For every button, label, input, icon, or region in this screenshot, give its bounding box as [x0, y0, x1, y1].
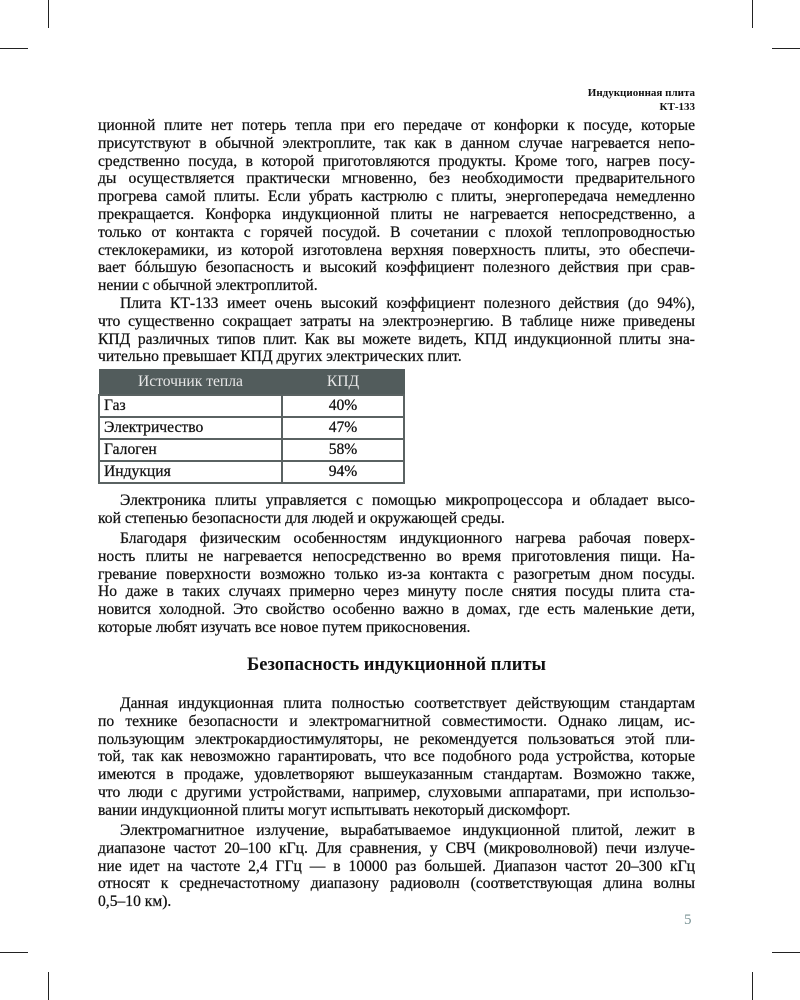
paragraph: [98, 695, 695, 820]
text-line: Благодаря физическим особенностям индукционного нагрева рабочая поверх-: [120, 530, 695, 547]
table-row: [99, 395, 404, 417]
running-header-model: КТ-133: [659, 101, 695, 113]
crop-mark: [772, 952, 800, 953]
cell-source: Индукция: [99, 461, 282, 483]
text-line: кой степенью безопасности для людей и окружающей среды.: [98, 509, 505, 527]
text-line: Данная индукционная плита полностью соответствует действующим стандартам: [120, 695, 695, 712]
text-line: новится холодной. Это свойство особенно важно в домах, где есть маленькие дети,: [98, 601, 695, 619]
text-line: вании индукционной плиты могут испытывать некоторый дискомфорт.: [98, 801, 571, 819]
cell-efficiency: 94%: [282, 461, 404, 483]
cell-source: Электричество: [99, 417, 282, 439]
text-line: ционной плите нет потерь тепла при его передаче от конфорки к посуде, которые: [98, 117, 695, 134]
text-line: имеются в продаже, удовлетворяют вышеуказанным стандартам. Возможно также,: [98, 766, 695, 784]
text-line: Электромагнитное излучение, вырабатываемое индукционной плитой, лежит в: [120, 822, 695, 839]
text-line: стеклокерамики, из которой изготовлена верхняя поверхность плиты, это обеспечи-: [98, 241, 695, 259]
column-header-source: Источник тепла: [99, 370, 282, 396]
text-line: прогрева самой плиты. Если убрать кастрюлю с плиты, энергопередача немедленно: [98, 188, 695, 206]
text-line: КПД различных типов плит. Как вы можете видеть, КПД индукционной плиты зна-: [98, 330, 695, 348]
crop-mark: [0, 952, 28, 953]
efficiency-table: [98, 369, 405, 484]
paragraph: [98, 530, 695, 637]
text-line: вает бóльшую безопасность и высокий коэффициент полезного действия при срав-: [98, 259, 695, 277]
crop-mark: [752, 0, 753, 28]
text-line: что существенно сокращает затраты на электроэнергию. В таблице ниже приведены: [98, 312, 695, 330]
text-line: прекращается. Конфорка индукционной плиты не нагревается непосредственно, а: [98, 205, 695, 223]
text-line: которые любят изучать все новое путем прикосновения.: [98, 618, 471, 636]
paragraph: [98, 492, 695, 528]
cell-efficiency: 58%: [282, 439, 404, 461]
text-line: что люди с другими устройствами, например, слуховыми аппаратами, при использо-: [98, 783, 695, 801]
text-line: средственно посуда, в которой приготовляются продукты. Кроме того, нагрев посу-: [98, 152, 695, 170]
text-line: гревание поверхности возможно только из-за контакта с разогретым дном посуды.: [98, 565, 695, 583]
table-row: [99, 417, 404, 439]
text-line: ды осуществляется практически мгновенно, без необходимости предварительного: [98, 170, 695, 188]
column-header-efficiency: КПД: [282, 370, 404, 396]
text-line: диапазоне частот 20–100 кГц. Для сравнения, у СВЧ (микроволновой) печи излуче-: [98, 839, 695, 857]
section-heading: Безопасность индукционной плиты: [247, 655, 546, 675]
paragraph: [98, 117, 695, 295]
text-line: только от контакта с горячей посудой. В сочетании с плохой теплопроводностью: [98, 223, 695, 241]
text-line: Но даже в таких случаях примерно через минуту после снятия посуды плита ста-: [98, 583, 695, 601]
text-line: Электроника плиты управляется с помощью микропроцессора и обладает высо-: [120, 492, 695, 509]
paragraph: [98, 295, 695, 366]
text-line: ность плиты не нагревается непосредственно во время приготовления пищи. На-: [98, 547, 695, 565]
text-line: по технике безопасности и электромагнитной совместимости. Однако лицам, ис-: [98, 712, 695, 730]
cell-source: Галоген: [99, 439, 282, 461]
text-line: Плита КТ-133 имеет очень высокий коэффициент полезного действия (до 94%),: [120, 295, 695, 312]
table-row: [99, 461, 404, 483]
text-line: нении с обычной электроплитой.: [98, 277, 318, 295]
text-line: пользующим электрокардиостимуляторы, не рекомендуется пользоваться этой пли-: [98, 730, 695, 748]
crop-mark: [0, 48, 28, 49]
text-line: ние идет на частоте 2,4 ГГц — в 10000 раз большей. Диапазон частот 20–300 кГц: [98, 857, 695, 875]
running-header: [588, 86, 695, 114]
cell-efficiency: 40%: [282, 395, 404, 417]
text-line: относят к среднечастотному диапазону радиоволн (соответствующая длина волны: [98, 875, 695, 893]
text-line: присутствуют в обычной электроплите, так как в данном случае нагревается непо-: [98, 134, 695, 152]
cell-source: Газ: [99, 395, 282, 417]
crop-mark: [772, 48, 800, 49]
crop-mark: [48, 972, 49, 1000]
running-header-title: Индукционная плита: [587, 87, 695, 99]
text-line: той, так как невозможно гарантировать, что все подобного рода устройства, которые: [98, 748, 695, 766]
text-line: чительно превышает КПД других электрических плит.: [98, 348, 462, 366]
text-line: 0,5–10 км).: [98, 893, 172, 911]
crop-mark: [48, 0, 49, 28]
table-header-row: [99, 370, 404, 396]
crop-mark: [752, 972, 753, 1000]
paragraph: [98, 822, 695, 911]
table-row: [99, 439, 404, 461]
cell-efficiency: 47%: [282, 417, 404, 439]
page-number: 5: [684, 912, 692, 928]
